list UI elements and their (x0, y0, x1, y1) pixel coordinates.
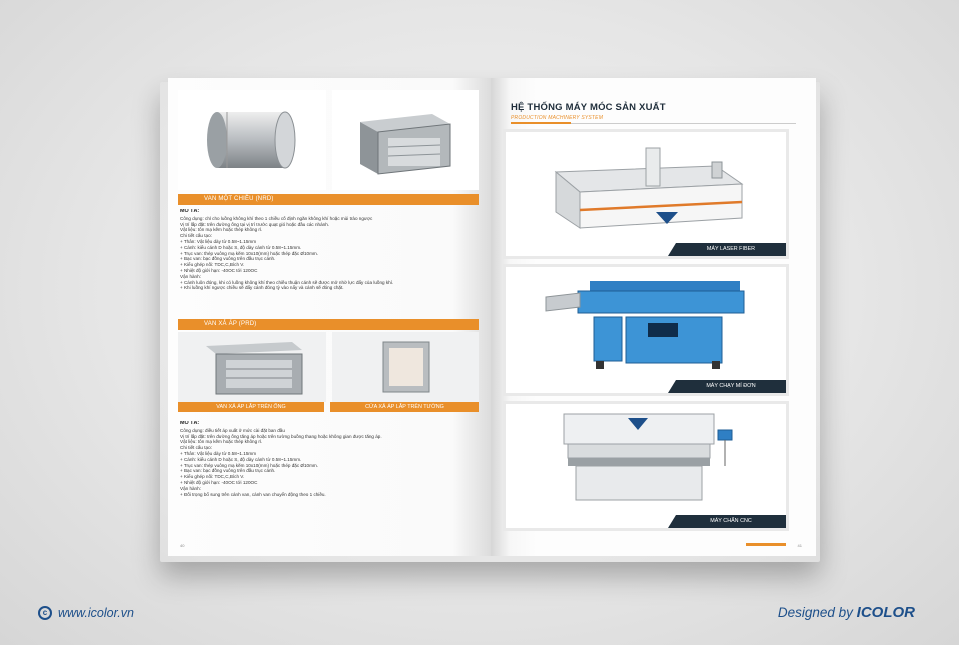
prd-desc-heading: MÔ TẢ: (180, 421, 200, 426)
nrd-line: + Kiểu ghép nối: TDC,C,Bích V. (180, 262, 245, 268)
round-damper-image (178, 90, 326, 190)
prd-line: + Nhiệt độ giới hạn: -40OC tới 120OC (180, 479, 258, 485)
prd-line: Vật liệu: tôn mạ kẽm hoặc thép không rỉ. (180, 439, 263, 445)
machine-label-seam: MÁY CHẠY MÍ ĐƠN (676, 380, 786, 393)
prd-caption-left: VAN XẢ ÁP LẮP TRÊN ỐNG (178, 402, 324, 412)
site-watermark (38, 606, 134, 620)
rect-damper-image (332, 90, 480, 190)
nrd-line: Vận hành: (180, 273, 201, 279)
machinery-subtitle: PRODUCTION MACHINERY SYSTEM (511, 115, 604, 121)
nrd-line: Công dụng: chỉ cho luồng không khí theo 1 chiều cố định ngăn không khí hoặc mùi trào ngược (180, 215, 373, 221)
nrd-line: Vật liệu: tôn mạ kẽm hoặc thép không rỉ. (180, 227, 263, 233)
prd-line: Vận hành: (180, 485, 201, 491)
nrd-line: + Nhiệt độ giới hạn: -40OC tới 120OC (180, 267, 258, 273)
prd-line: Chi tiết cấu tạo: (180, 445, 212, 451)
right-page (491, 78, 816, 556)
nrd-desc-heading: MÔ TẢ: (180, 209, 200, 214)
nrd-images (178, 90, 479, 190)
prd-line: + Trục van: thép vuông mạ kẽm 10x10(mm) hoặc thép đặc Ø10mm. (180, 462, 319, 468)
prd-title-band: VAN XẢ ÁP (PRD) (178, 319, 479, 330)
seam-machine-image (506, 267, 786, 379)
nrd-line: + Cánh: kiểu cánh D hoặc S, độ dày cánh từ 0.58~1.15mm. (180, 244, 302, 250)
nrd-title-band: VAN MỘT CHIỀU (NRD) (178, 194, 479, 205)
prd-line: + Đối trọng bổ sung trên cánh van, cánh van chuyển động theo 1 chiều. (180, 491, 326, 497)
machinery-title: HỆ THỐNG MÁY MÓC SẢN XUẤT (511, 102, 666, 113)
prd-line: Vị trí lắp đặt: trên đường ống tăng áp hoặc trên tường buồng thang hoặc không gian được tăng áp. (180, 433, 382, 439)
prd-caption-right: CỬA XẢ ÁP LẮP TRÊN TƯỜNG (330, 402, 479, 412)
prd-description (180, 421, 480, 497)
prd-images (178, 332, 479, 402)
footer-accent-bar (746, 543, 786, 546)
laser-fiber-machine-image (506, 132, 786, 242)
machine-panel-seam (503, 264, 789, 396)
designed-by-text: Designed by (777, 605, 857, 620)
nrd-line: + Khi luồng khí ngược chiều sẽ đẩy cánh đóng tỳ vào nẩy và cánh sẽ đóng chặt. (180, 285, 344, 291)
left-page (168, 78, 491, 556)
duct-pressure-valve-image (178, 332, 326, 402)
prd-line: Công dụng: điều tiết áp xuất ở mức cài đặt ban đầu (180, 427, 285, 433)
nrd-line: + Trục van: thép vuông mạ kẽm 10x10(mm) hoặc thép đặc Ø10mm. (180, 250, 319, 256)
machine-panel-cnc (503, 401, 789, 531)
nrd-line: Chi tiết cấu tạo: (180, 233, 212, 239)
prd-line: + Bạc van: bạc đồng vuông trên đầu trục cánh. (180, 468, 276, 474)
nrd-line: + Cánh luôn đóng, khi có luồng không khí theo chiều thuận cánh sẽ được mở nhờ lực đẩy của luồng khí. (180, 279, 394, 285)
machine-label-cnc: MÁY CHẤN CNC (676, 515, 786, 528)
nrd-line: + Thân: Vật liệu dày từ 0.58~1.15mm (180, 238, 257, 244)
left-page-number: 40 (180, 543, 185, 548)
cnc-press-brake-image (506, 404, 786, 514)
prd-line: + Thân: Vật liệu dày từ 0.58~1.15mm (180, 450, 257, 456)
designer-brand: ICOLOR (856, 604, 915, 621)
machine-panel-laser (503, 129, 789, 259)
title-rule-accent (511, 122, 571, 124)
machine-label-laser: MÁY LASER FIBER (676, 243, 786, 256)
prd-line: + Cánh: kiểu cánh D hoặc S, độ dày cánh từ 0.58~1.15mm. (180, 456, 302, 462)
site-url: www.icolor.vn (58, 606, 134, 620)
prd-line: + Kiểu ghép nối: TDC,C,Bích V. (180, 474, 245, 480)
nrd-description (180, 209, 480, 291)
right-page-number: 41 (797, 543, 802, 548)
nrd-line: + Bạc van: bạc đồng vuông trên đầu trục cánh. (180, 256, 276, 262)
copyright-icon: c (38, 606, 52, 620)
wall-pressure-vent-image (332, 332, 480, 402)
nrd-line: Vị trí lắp đặt: trên đường ống tại vị trí trước quạt gió hoặc đầu các nhánh. (180, 221, 330, 227)
designer-watermark (778, 604, 915, 621)
